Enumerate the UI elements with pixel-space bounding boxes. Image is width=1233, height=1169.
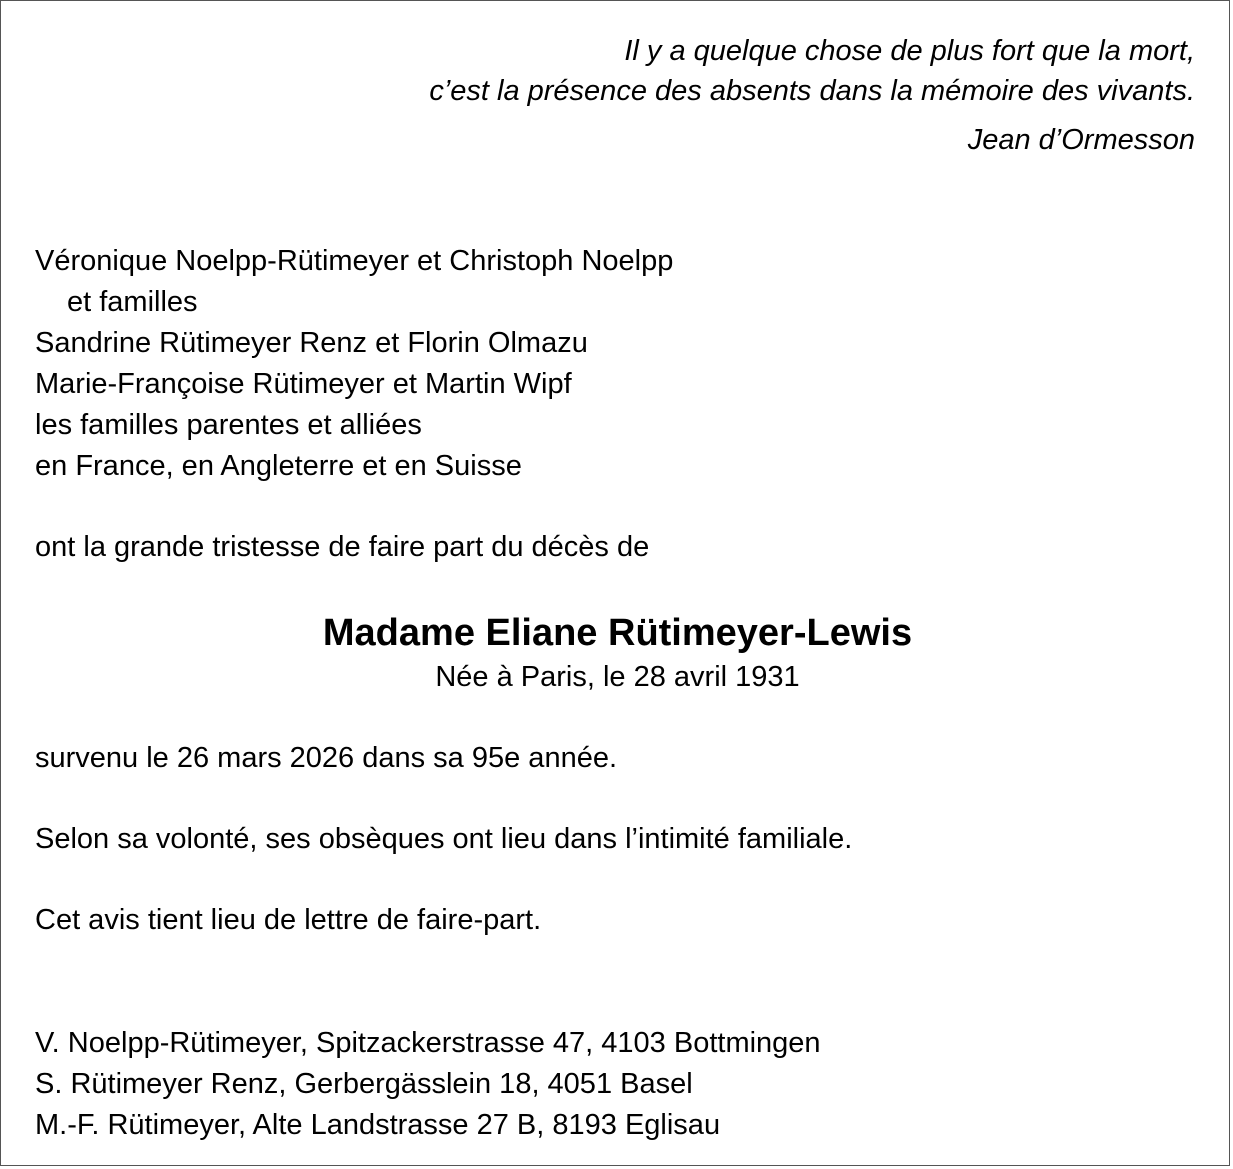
mourner-line: Sandrine Rütimeyer Renz et Florin Olmazu (35, 327, 588, 359)
epigraph-line-1: Il y a quelque chose de plus fort que la mort, (624, 35, 1195, 67)
epigraph-author: Jean d’Ormesson (967, 124, 1195, 156)
address-line: S. Rütimeyer Renz, Gerbergässlein 18, 4051 Basel (35, 1068, 693, 1100)
mourner-line: Marie-Françoise Rütimeyer et Martin Wipf (35, 368, 572, 400)
deceased-name: Madame Eliane Rütimeyer-Lewis (322, 612, 913, 654)
letter-notice: Cet avis tient lieu de lettre de faire-part. (35, 904, 542, 936)
deceased-birth: Née à Paris, le 28 avril 1931 (435, 661, 800, 693)
funeral-notice: Selon sa volonté, ses obsèques ont lieu dans l’intimité familiale. (35, 823, 853, 855)
epigraph-line-2: c’est la présence des absents dans la mémoire des vivants. (429, 75, 1195, 107)
death-notice: survenu le 26 mars 2026 dans sa 95e année. (35, 742, 618, 774)
mourner-line: les familles parentes et alliées (35, 409, 422, 441)
address-line: V. Noelpp-Rütimeyer, Spitzackerstrasse 47, 4103 Bottmingen (35, 1027, 821, 1059)
epigraph-quote (429, 31, 1195, 111)
address-line: M.-F. Rütimeyer, Alte Landstrasse 27 B, 8193 Eglisau (35, 1109, 721, 1141)
mourner-line: en France, en Angleterre et en Suisse (35, 450, 522, 482)
announcement-text: ont la grande tristesse de faire part du décès de (35, 531, 650, 563)
mourner-line: et familles (67, 286, 198, 318)
mourner-line: Véronique Noelpp-Rütimeyer et Christoph Noelpp (35, 245, 674, 277)
